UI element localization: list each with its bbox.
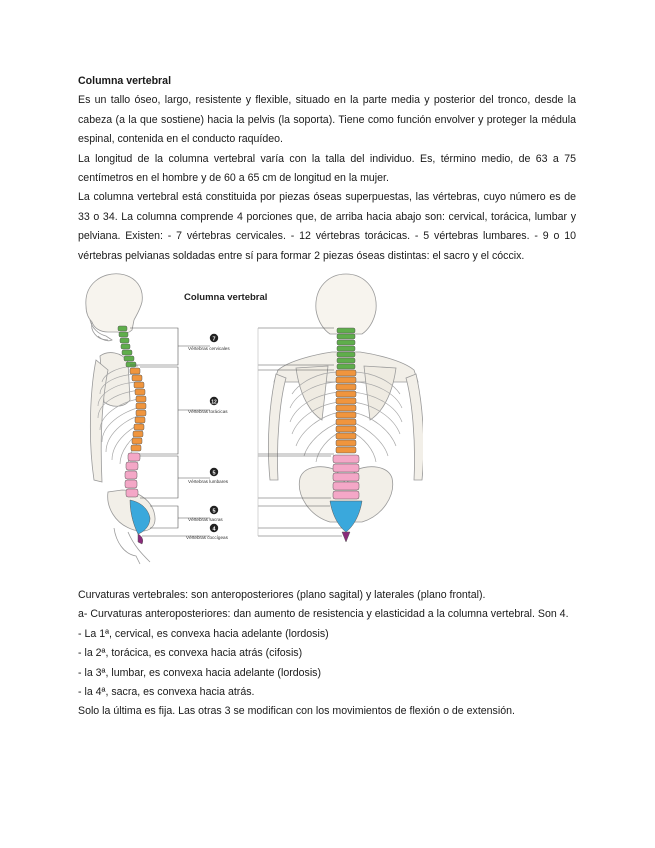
paragraph-definition: Es un tallo óseo, largo, resistente y flexible, situado en la parte media y posterior del tronco, desde la cabeza (a la que sostiene) hacia la pelvis (la soporta). Tiene como función envolver y proteger la médula espinal, contenida en el conducto raquídeo. (78, 94, 576, 146)
curvatures-intro: Curvaturas vertebrales: son anteroposteriores (plano sagital) y laterales (plano frontal). (78, 589, 486, 601)
region-count: 7 (212, 336, 216, 343)
curvatures-conclusion: Solo la última es fija. Las otras 3 se modifican con los movimientos de flexión o de extensión. (78, 705, 515, 718)
intro-section (78, 72, 576, 266)
paragraph-length: La longitud de la columna vertebral varía con la talla del individuo. Es, término medio, de 63 a 75 centímetros en el hombre y de 60 a 65 cm de longitud en la mujer. (78, 152, 576, 185)
curvatures-section (78, 586, 576, 722)
curvature-item-cervical: - La 1ª, cervical, es convexa hacia adelante (lordosis) (78, 627, 329, 640)
region-count: 12 (211, 399, 217, 406)
region-count: 5 (212, 470, 216, 477)
curvature-item-thoracic: - la 2ª, torácica, es convexa hacia atrás (cifosis) (78, 647, 303, 660)
region-label: Vértebras cervicales (188, 346, 230, 351)
posterior-cervical (337, 328, 355, 369)
region-label: Vértebras coccígeas (186, 535, 228, 540)
region-label: Vértebras sacras (188, 517, 223, 522)
region-count: 4 (212, 526, 216, 533)
paragraph-composition: La columna vertebral está constituida por piezas óseas superpuestas, las vértebras, cuyo número es de 33 o 34. La columna comprende 4 porciones que, de arriba hacia abajo son: cervical, torácica, lumbar y pelviana. Existen: - 7 vértebras cervicales. - 12 vértebras torácicas. - 5 vértebras lumbares. - 9 o 10 vértebras pelvianas soldadas entre sí para formar 2 piezas óseas distintas: el sacro y el cóccix. (78, 191, 576, 262)
figure-title: Columna vertebral (184, 292, 268, 303)
region-label: Vértebras lumbares (188, 479, 229, 484)
curvature-item-lumbar: - la 3ª, lumbar, es convexa hacia adelante (lordosis) (78, 666, 321, 679)
spine-figure (78, 270, 423, 566)
spine-illustration (78, 270, 423, 566)
curvatures-anteroposterior: a- Curvaturas anteroposteriores: dan aumento de resistencia y elasticidad a la columna vertebral. Son 4. (78, 608, 569, 621)
curvature-item-sacral: - la 4ª, sacra, es convexa hacia atrás. (78, 686, 255, 699)
region-label: Vértebras torácicas (188, 409, 228, 414)
region-count: 5 (212, 508, 216, 515)
posterior-lumbar (333, 455, 359, 499)
section-title: Columna vertebral (78, 75, 172, 87)
